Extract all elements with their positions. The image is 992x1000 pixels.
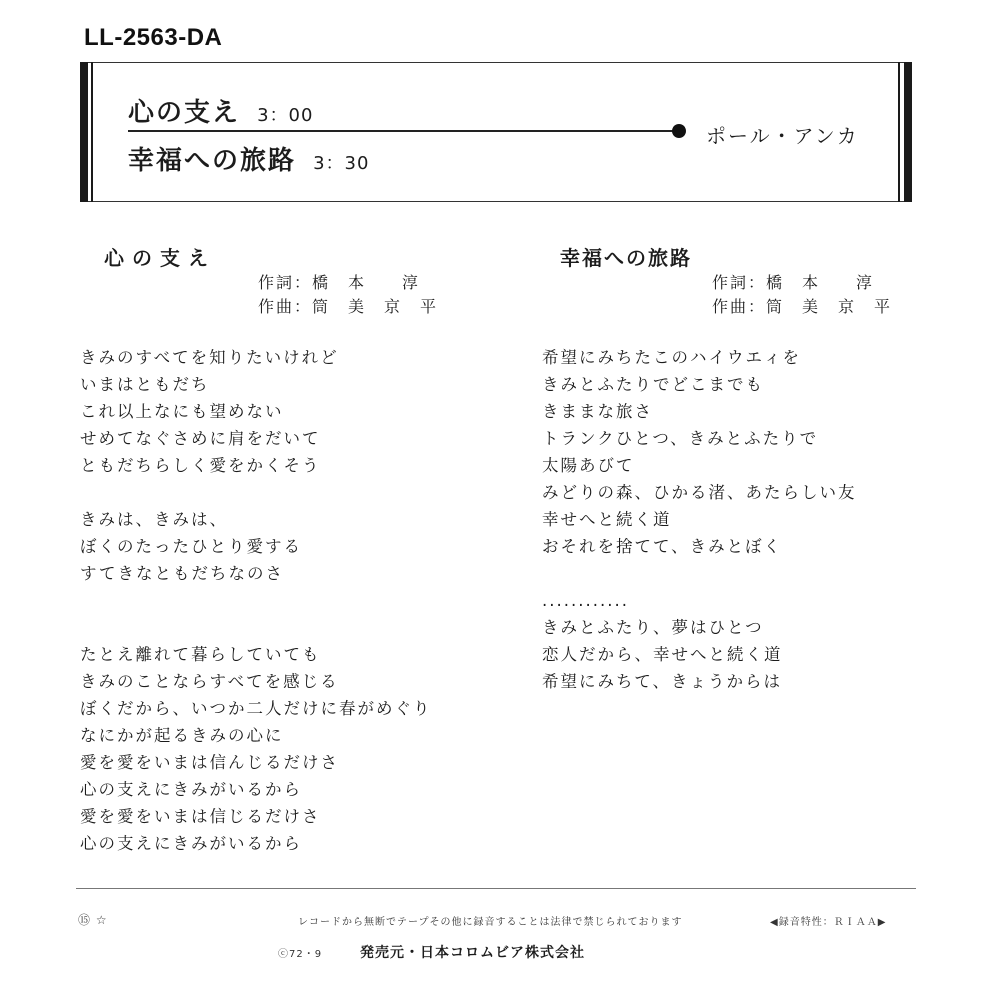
lyric-line: 幸せへと続く道: [542, 510, 672, 529]
song-1-lyricist: 作詞：橋 本 淳: [258, 273, 421, 292]
track-1-duration: 3：00: [257, 105, 314, 126]
footer-divider: [76, 888, 916, 889]
lyric-line: トランクひとつ、きみとふたりで: [542, 429, 819, 448]
lyric-line: きみとふたりでどこまでも: [542, 375, 764, 394]
lyric-line: すてきなともだちなのさ: [80, 564, 284, 583]
lyric-line: 恋人だから、幸せへと続く道: [542, 645, 783, 664]
distributor: 発売元・日本コロムビア株式会社: [360, 945, 585, 961]
song-1-lyrics: [80, 344, 432, 857]
lyric-line: きみのことならすべてを感じる: [80, 672, 339, 691]
lyric-line: きみのすべてを知りたいけれど: [80, 348, 339, 367]
song-2-lyricist: 作詞：橋 本 淳: [712, 273, 875, 292]
track-2: [128, 140, 369, 177]
lyric-line: いまはともだち: [80, 375, 210, 394]
track-1-title: 心の支え: [128, 98, 241, 128]
lyric-ellipsis: ............: [542, 591, 629, 610]
copyright-date: ⓒ72・9: [278, 949, 323, 960]
footer-symbols: ⑮ ☆: [78, 913, 108, 927]
lyric-line: 心の支えにきみがいるから: [80, 834, 302, 853]
lyric-line: ぼくだから、いつか二人だけに春がめぐり: [80, 699, 432, 718]
lyric-line: ぼくのたったひとり愛する: [80, 537, 302, 556]
lyric-line: ともだちらしく愛をかくそう: [80, 456, 321, 475]
lyric-line: これ以上なにも望めない: [80, 402, 284, 421]
copyright-notice: レコードから無断でテープその他に録音することは法律で禁じられております: [298, 917, 683, 928]
box-left-bar: [80, 62, 88, 202]
track-2-title: 幸福への旅路: [128, 146, 297, 176]
box-right-thin-bar: [898, 62, 900, 202]
song-1-composer: 作曲：筒 美 京 平: [258, 297, 439, 316]
lyric-line: 愛を愛をいまは信じるだけさ: [80, 807, 321, 826]
lyric-line: 希望にみちたこのハイウエィを: [542, 348, 801, 367]
lyric-line: たとえ離れて暮らしていても: [80, 645, 321, 664]
lyric-line: おそれを捨てて、きみとぼく: [542, 537, 783, 556]
song-2-heading: 幸福への旅路: [560, 246, 692, 270]
song-2-composer: 作曲：筒 美 京 平: [712, 297, 893, 316]
lyric-line: きみとふたり、夢はひとつ: [542, 618, 764, 637]
lyric-line: せめてなぐさめに肩をだいて: [80, 429, 321, 448]
box-right-bar: [904, 62, 912, 202]
lyric-line: 心の支えにきみがいるから: [80, 780, 302, 799]
box-left-thin-bar: [91, 62, 93, 202]
lyric-line: なにかが起るきみの心に: [80, 726, 284, 745]
lyric-line: みどりの森、ひかる渚、あたらしい友: [542, 483, 857, 502]
lyric-line: きみは、きみは、: [80, 510, 228, 529]
track-2-duration: 3：30: [313, 153, 370, 174]
artist-name: ポール・アンカ: [706, 124, 859, 148]
catalog-number: LL-2563-DA: [84, 24, 223, 51]
eq-curve-label: ◀録音特性：ＲＩＡＡ▶: [770, 917, 887, 928]
song-2-lyrics: [542, 344, 857, 695]
lyric-line: 愛を愛をいまは信んじるだけさ: [80, 753, 339, 772]
artist-connector-dot: [672, 124, 686, 138]
lyric-line: きままな旅さ: [542, 402, 653, 421]
track-1: [128, 92, 313, 129]
lyric-line: 太陽あびて: [542, 456, 635, 475]
lyric-line: 希望にみちて、きょうからは: [542, 672, 783, 691]
artist-connector-line: [128, 130, 678, 132]
song-1-heading: 心の支え: [104, 246, 216, 270]
